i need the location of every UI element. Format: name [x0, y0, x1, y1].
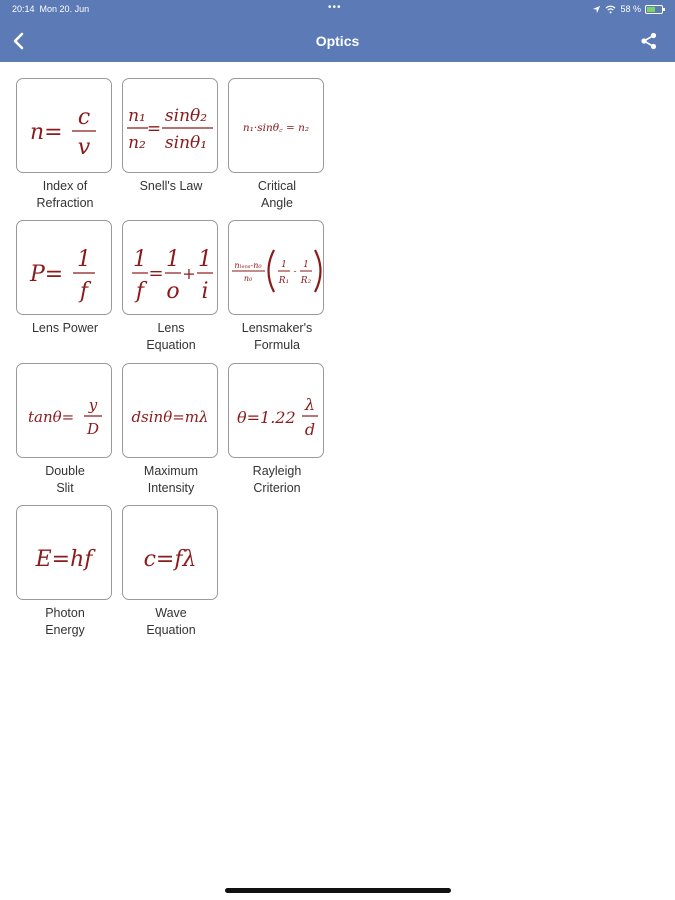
tile-label: Photon Energy: [45, 606, 85, 637]
tile-lens-equation[interactable]: [122, 220, 220, 354]
formula-photon-energy: [18, 513, 110, 593]
multitasking-dots[interactable]: •••: [328, 2, 342, 13]
svg-text:=: =: [146, 118, 162, 139]
battery-icon: [645, 5, 663, 14]
svg-text:c: c: [77, 104, 91, 130]
formula-maximum-intensity: [124, 371, 216, 451]
svg-text:+: +: [182, 263, 196, 283]
tile-maximum-intensity[interactable]: [122, 363, 220, 497]
svg-text:f: f: [79, 278, 89, 304]
formula-card[interactable]: [16, 78, 112, 173]
tile-wave-equation[interactable]: [122, 505, 220, 639]
status-date: Mon 20. Jun: [39, 4, 90, 14]
svg-text:R₂: R₂: [300, 275, 312, 286]
svg-text:n₂: n₂: [128, 132, 146, 153]
svg-text:1: 1: [303, 259, 309, 270]
tile-label: Lensmaker's Formula: [241, 321, 313, 352]
wifi-icon: [605, 5, 616, 14]
svg-text:f: f: [135, 278, 145, 304]
svg-text:R₁: R₁: [278, 275, 290, 286]
tile-label: Critical Angle: [257, 179, 297, 210]
battery-percent: 58 %: [620, 4, 641, 14]
svg-text:i: i: [201, 278, 209, 304]
tile-label: Rayleigh Criterion: [252, 464, 302, 495]
svg-text:P=: P=: [30, 261, 64, 287]
formula-lens-power: [18, 228, 110, 308]
svg-text:o: o: [166, 278, 180, 304]
formula-card[interactable]: [16, 220, 112, 315]
svg-text:n₀: n₀: [243, 273, 253, 283]
svg-text:1: 1: [133, 246, 147, 272]
tile-label: Lens Power: [31, 321, 98, 335]
svg-text:λ: λ: [304, 394, 316, 414]
tile-lens-power[interactable]: [16, 220, 114, 337]
svg-text:dsinθ=mλ: dsinθ=mλ: [131, 407, 209, 426]
formula-card[interactable]: [122, 505, 218, 600]
svg-text:n=: n=: [30, 119, 63, 145]
formula-double-slit: [18, 371, 110, 451]
tile-critical-angle[interactable]: [228, 78, 326, 212]
home-indicator[interactable]: [225, 888, 451, 893]
formula-card[interactable]: [228, 220, 324, 315]
svg-text:d: d: [304, 419, 316, 439]
status-time: 20:14 Mon 20. Jun: [12, 4, 90, 14]
svg-text:D: D: [86, 419, 100, 438]
formula-index-of-refraction: [18, 86, 110, 166]
formula-card[interactable]: [122, 220, 218, 315]
svg-text:nₗₑₙₛ-n₀: nₗₑₙₛ-n₀: [234, 260, 262, 270]
tile-photon-energy[interactable]: [16, 505, 114, 639]
svg-text:tanθ=: tanθ=: [28, 407, 75, 426]
svg-text:E=hf: E=hf: [35, 546, 93, 572]
svg-text:sinθ₂: sinθ₂: [164, 105, 208, 126]
tile-label: Double Slit: [45, 464, 85, 495]
battery-level: [647, 7, 655, 12]
svg-text:c=fλ: c=fλ: [143, 546, 197, 572]
navigation-bar: [0, 0, 675, 62]
svg-text:=: =: [148, 262, 164, 284]
share-icon: [639, 31, 659, 51]
formula-card[interactable]: [122, 78, 218, 173]
formula-wave-equation: [124, 513, 216, 593]
tile-lensmakers-formula[interactable]: [228, 220, 326, 354]
formula-card[interactable]: [16, 505, 112, 600]
tile-label: Index of Refraction: [36, 179, 94, 210]
formula-card[interactable]: [122, 363, 218, 458]
svg-text:n₁·sinθ꜀ = n₂: n₁·sinθ꜀ = n₂: [242, 121, 310, 134]
formula-rayleigh-criterion: [230, 371, 322, 451]
svg-text:-: -: [293, 266, 297, 277]
svg-text:θ=1.22: θ=1.22: [237, 407, 296, 427]
svg-text:n₁: n₁: [128, 105, 146, 126]
formula-card[interactable]: [16, 363, 112, 458]
formula-card[interactable]: [228, 363, 324, 458]
page-title: Optics: [315, 33, 360, 49]
svg-text:1: 1: [77, 246, 91, 272]
svg-text:y: y: [88, 395, 98, 414]
tile-rayleigh-criterion[interactable]: [228, 363, 326, 497]
share-button[interactable]: [639, 31, 659, 51]
formula-snells-law: [124, 86, 216, 166]
tile-snells-law[interactable]: [122, 78, 220, 195]
tile-label: Wave Equation: [146, 606, 196, 637]
svg-text:1: 1: [166, 246, 180, 272]
formula-lensmakers: [229, 228, 323, 308]
tile-label: Snell's Law: [139, 179, 203, 193]
status-indicators: [592, 4, 663, 14]
svg-text:1: 1: [198, 246, 212, 272]
location-icon: [592, 5, 601, 14]
tile-label: Maximum Intensity: [143, 464, 199, 495]
formula-card[interactable]: [228, 78, 324, 173]
svg-text:v: v: [77, 134, 91, 160]
tile-label: Lens Equation: [146, 321, 196, 352]
tile-index-of-refraction[interactable]: [16, 78, 114, 212]
formula-lens-equation: [124, 228, 216, 308]
formula-critical-angle: [230, 86, 322, 166]
svg-text:sinθ₁: sinθ₁: [164, 132, 208, 153]
svg-text:1: 1: [281, 259, 287, 270]
tile-double-slit[interactable]: [16, 363, 114, 497]
